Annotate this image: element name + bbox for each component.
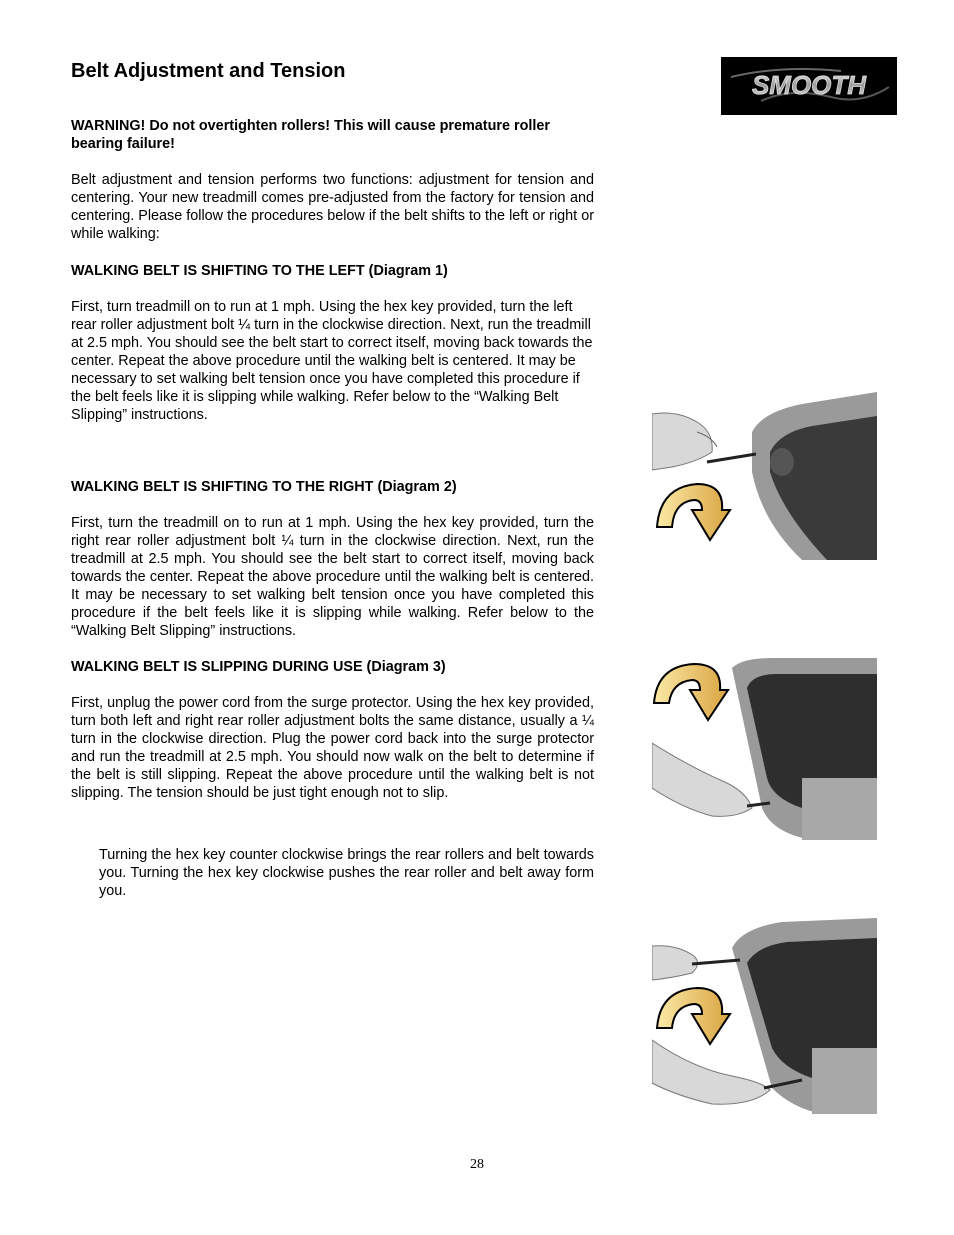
diagram-3 (652, 918, 877, 1114)
warning-text: WARNING! Do not overtighten rollers! This will cause premature roller bearing failure! (71, 118, 550, 152)
section-heading-left-shift: WALKING BELT IS SHIFTING TO THE LEFT (Diagram 1) (71, 263, 448, 279)
brand-logo-graphic (721, 57, 897, 115)
intro-paragraph: Belt adjustment and tension performs two functions: adjustment for tension and centering. Your new treadmill comes pre-adjusted from the factory for tension and centering. Please follow the procedures below if the belt shifts to the left or right or while walking: (71, 172, 594, 242)
page-number: 28 (470, 1157, 484, 1172)
section-body-belt-slipping: First, unplug the power cord from the surge protector. Using the hex key provided, turn both left and right rear roller adjustment bolts the same distance, usually a ¼ turn in the clockwise direction. Plug the power cord back into the surge protector and run the treadmill at 2.5 mph. You should now walk on the belt to determine if the belt is still slipping. Repeat the above procedure until the walking belt is not slipping. The tension should be just tight enough not to slip. (71, 695, 594, 801)
section-heading-right-shift: WALKING BELT IS SHIFTING TO THE RIGHT (Diagram 2) (71, 479, 457, 495)
brand-logo (721, 57, 897, 115)
clockwise-arrow-icon (657, 484, 730, 540)
treadmill-frame (752, 392, 877, 560)
hand-icon (652, 743, 752, 816)
hand-icon (652, 1040, 770, 1104)
logo-text: SMOOTH (751, 70, 867, 100)
diagram-2 (652, 658, 877, 840)
diagram-1 (652, 392, 877, 560)
section-heading-belt-slipping: WALKING BELT IS SLIPPING DURING USE (Diagram 3) (71, 659, 446, 675)
section-body-right-shift: First, turn the treadmill on to run at 1 mph. Using the hex key provided, turn the right rear roller adjustment bolt ¼ turn in the clockwise direction. Next, run the treadmill at 2.5 mph. You should see the belt start to correct itself, moving back towards the center. Repeat the above procedure until the walking belt is centered. It may be necessary to set walking belt tension once you have completed this procedure if the belt feels like it is slipping while walking. Refer below to the “Walking Belt Slipping” instructions. (71, 515, 594, 639)
clockwise-arrow-icon (654, 664, 728, 720)
treadmill-frame (732, 658, 877, 840)
hex-key-note: Turning the hex key counter clockwise brings the rear rollers and belt towards you. Turning the hex key clockwise pushes the rear roller and belt away form you. (99, 847, 594, 899)
hex-key-icon (692, 960, 740, 964)
hex-key-icon (707, 454, 756, 462)
page-title: Belt Adjustment and Tension (71, 60, 346, 82)
hand-icon (652, 946, 698, 980)
section-body-left-shift: First, turn treadmill on to run at 1 mph. Using the hex key provided, turn the left rear roller adjustment bolt ¼ turn in the clockwise direction. Next, run the treadmill at 2.5 mph. You should see the belt start to correct itself, moving back towards the center. Repeat the above procedure until the walking belt is centered. It may be necessary to set walking belt tension once you have completed this procedure if the belt feels like it is slipping while walking. Refer below to the “Walking Belt Slipping” instructions. (71, 299, 593, 423)
clockwise-arrow-icon (657, 988, 730, 1044)
